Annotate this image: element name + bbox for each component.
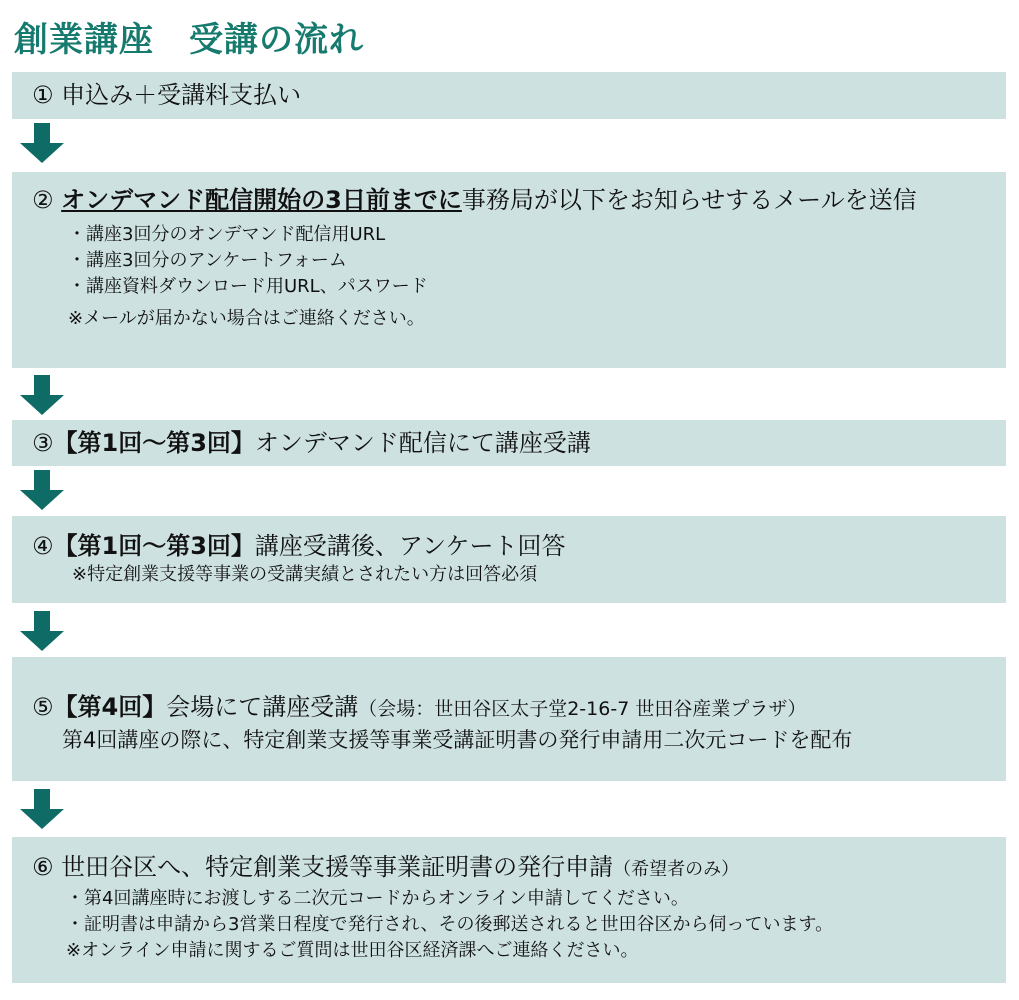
step-number: ④ bbox=[32, 532, 54, 560]
step-session: 【第1回～第3回】 bbox=[53, 429, 255, 457]
step-session: 【第1回～第3回】 bbox=[53, 532, 255, 560]
page-title: 創業講座 受講の流れ bbox=[14, 20, 364, 60]
step-number: ⑤ bbox=[32, 693, 54, 721]
step-2 bbox=[12, 172, 1006, 368]
venue-info: （会場：世田谷区太子堂2-16-7 世田谷産業プラザ） bbox=[358, 698, 807, 720]
step-number: ⑥ bbox=[32, 853, 54, 881]
step-1 bbox=[12, 72, 1006, 119]
bullet-item: ・講座資料ダウンロード用URL、パスワード bbox=[68, 276, 428, 297]
step-text: 会場にて講座受講 bbox=[166, 693, 359, 721]
step-text: オンデマンド配信にて講座受講 bbox=[254, 429, 591, 457]
bullet-item: ・講座3回分のオンデマンド配信用URL bbox=[68, 224, 386, 245]
step-text: 事務局が以下をお知らせするメールを送信 bbox=[461, 186, 917, 214]
step-6 bbox=[12, 837, 1006, 983]
step-5 bbox=[12, 657, 1006, 781]
bullet-item: ・第4回講座時にお渡しする二次元コードからオンライン申請してください。 bbox=[66, 888, 689, 909]
step-text: 世田谷区へ、特定創業支援等事業証明書の発行申請 bbox=[61, 853, 614, 881]
bullet-item: ・証明書は申請から3営業日程度で発行され、その後郵送されると世田谷区から伺っています。 bbox=[66, 914, 834, 935]
step-deadline: オンデマンド配信開始の3日前までに bbox=[61, 186, 462, 214]
down-arrow-icon bbox=[20, 123, 64, 163]
down-arrow-icon bbox=[20, 611, 64, 651]
down-arrow-icon bbox=[20, 470, 64, 510]
step-number: ① bbox=[32, 81, 54, 109]
step-text: 申込み＋受講料支払い bbox=[61, 81, 302, 109]
step-text: 講座受講後、アンケート回答 bbox=[254, 532, 566, 560]
bullet-item: ・講座3回分のアンケートフォーム bbox=[68, 250, 347, 271]
step-note: ※特定創業支援等事業の受講実績とされたい方は回答必須 bbox=[72, 564, 538, 585]
down-arrow-icon bbox=[20, 789, 64, 829]
step-session: 【第4回】 bbox=[53, 693, 167, 721]
down-arrow-icon bbox=[20, 375, 64, 415]
step-4 bbox=[12, 516, 1006, 603]
step-note: 第4回講座の際に、特定創業支援等事業受講証明書の発行申請用二次元コードを配布 bbox=[62, 728, 853, 752]
step-number: ② bbox=[32, 186, 54, 214]
applicants-only: （希望者のみ） bbox=[613, 859, 740, 880]
step-3 bbox=[12, 420, 1006, 466]
step-number: ③ bbox=[32, 429, 54, 457]
step-note: ※メールが届かない場合はご連絡ください。 bbox=[68, 308, 425, 329]
step-note: ※オンライン申請に関するご質問は世田谷区経済課へご連絡ください。 bbox=[66, 940, 639, 961]
